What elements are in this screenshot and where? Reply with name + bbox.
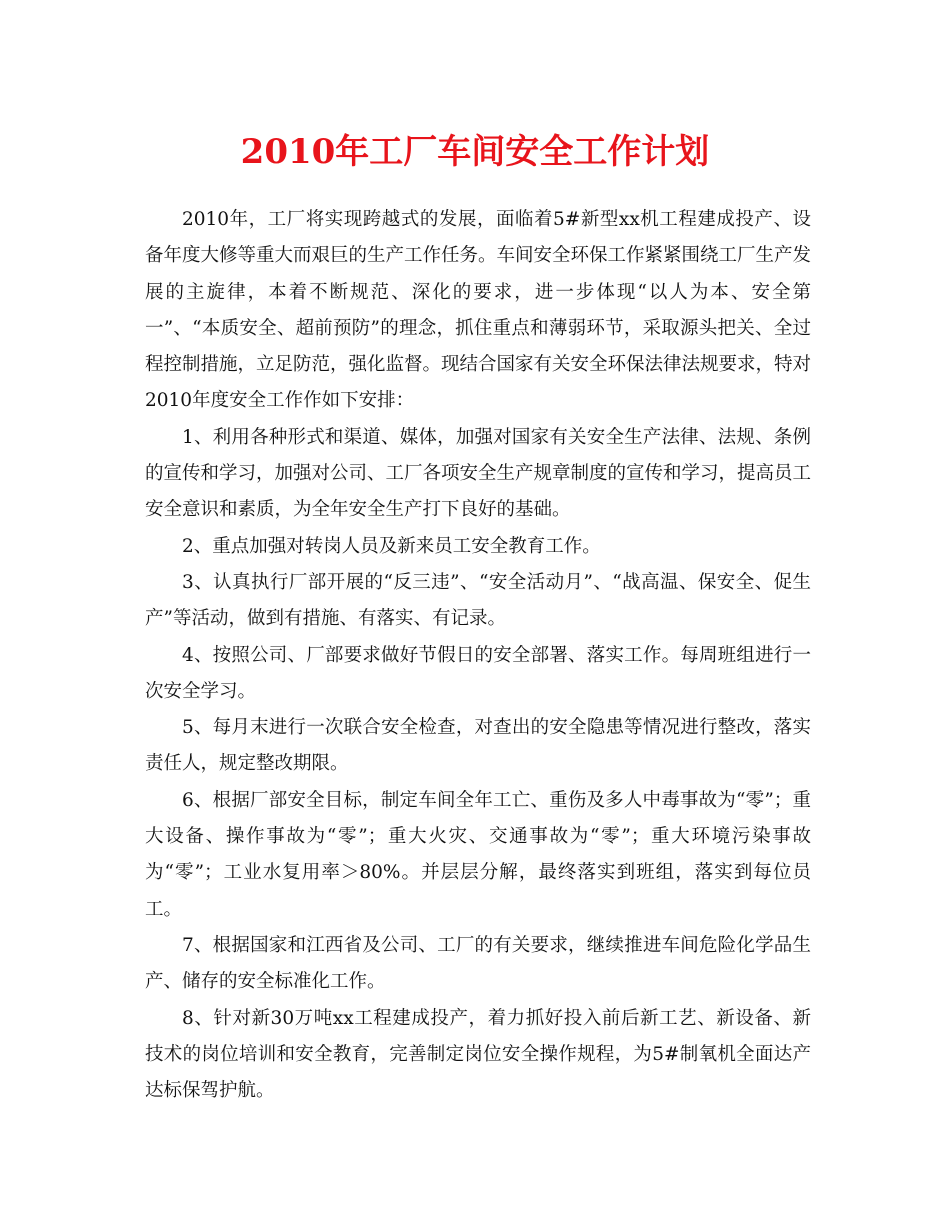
item-1-paragraph: 1、利用各种形式和渠道、媒体，加强对国家有关安全生产法律、法规、条例的宣传和学习，加强对公司、工厂各项安全生产规章制度的宣传和学习，提高员工安全意识和素质，为全年安全生产打下良好的基础。 (145, 426, 812, 521)
item-2-paragraph: 2、重点加强对转岗人员及新来员工安全教育工作。 (182, 535, 601, 557)
item-7-paragraph: 7、根据国家和江西省及公司、工厂的有关要求，继续推进车间危险化学品生产、储存的安全标准化工作。 (145, 934, 811, 993)
document-title: 2010年工厂车间安全工作计划 (240, 132, 710, 172)
intro-paragraph: 2010年，工厂将实现跨越式的发展，面临着5#新型xx机工程建成投产、设备年度大修等重大而艰巨的生产工作任务。车间安全环保工作紧紧围绕工厂生产发展的主旋律，本着不断规范、深化的要求，进一步体现“以人为本、安全第一”、“本质安全、超前预防”的理念，抓住重点和薄弱环节，采取源头把关、全过程控制措施，立足防范，强化监督。现结合国家有关安全环保法律法规要求，特对2010年度安全工作作如下安排： (145, 209, 812, 412)
item-6-paragraph: 6、根据厂部安全目标，制定车间全年工亡、重伤及多人中毒事故为“零”；重大设备、操作事故为“零”；重大火灾、交通事故为“零”；重大环境污染事故为“零”；工业水复用率＞80%。并层层分解，最终落实到班组，落实到每位员工。 (145, 789, 811, 920)
document-body (145, 202, 811, 1109)
item-4-paragraph: 4、按照公司、厂部要求做好节假日的安全部署、落实工作。每周班组进行一次安全学习。 (145, 644, 811, 702)
item-8-paragraph: 8、针对新30万吨xx工程建成投产，着力抓好投入前后新工艺、新设备、新技术的岗位培训和安全教育，完善制定岗位安全操作规程，为5#制氧机全面达产达标保驾护航。 (145, 1007, 811, 1102)
item-5-paragraph: 5、每月末进行一次联合安全检查，对查出的安全隐患等情况进行整改，落实责任人，规定整改期限。 (145, 717, 811, 775)
item-3-paragraph: 3、认真执行厂部开展的“反三违”、“安全活动月”、“战高温、保安全、促生产”等活动，做到有措施、有落实、有记录。 (145, 571, 811, 630)
